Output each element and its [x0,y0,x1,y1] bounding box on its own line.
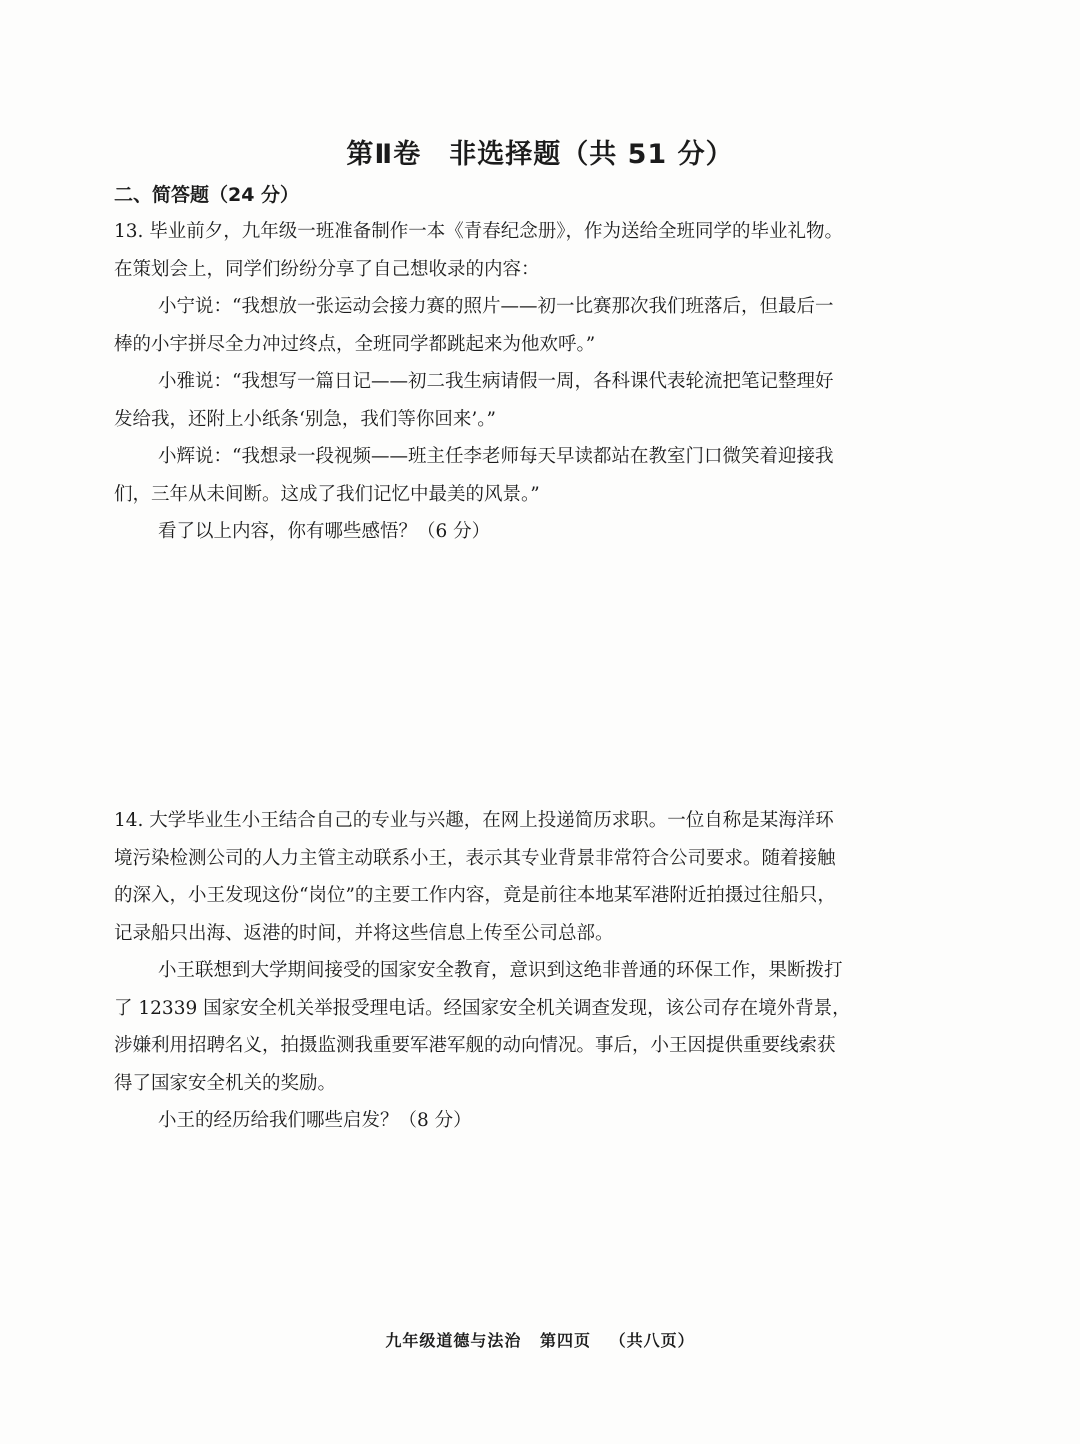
q14-para2-line: 了 12339 国家安全机关举报受理电话。经国家安全机关调查发现，该公司存在境外背景， [114,997,851,1019]
q13-question: 看了以上内容，你有哪些感悟？（6 分） [158,521,491,542]
page-footer [0,1328,1080,1351]
q13-quote-xiaohui-cont: 们，三年从未间断。这成了我们记忆中最美的风景。” [114,483,540,505]
section-heading: 二、简答题（24 分） [114,184,300,206]
q13-quote-xiaoya-cont: 发给我，还附上小纸条‘别急，我们等你回来’。” [114,408,496,430]
q14-para2-line: 得了国家安全机关的奖励。 [114,1072,337,1094]
q13-quote-xiaohui: 小辉说：“我想录一段视频——班主任李老师每天早读都站在教室门口微笑着迎接我 [158,446,834,467]
q13-line: 13. 毕业前夕，九年级一班准备制作一本《青春纪念册》，作为送给全班同学的毕业礼物。 [114,221,844,242]
q14-line: 记录船只出海、返港的时间，并将这些信息上传至公司总部。 [114,922,614,944]
page-title: 第Ⅱ卷 非选择题（共 51 分） [346,139,734,170]
footer-page-number: 第四页 [539,1331,591,1350]
q14-line: 境污染检测公司的人力主管主动联系小王，表示其专业背景非常符合公司要求。随着接触 [114,847,836,869]
q13-quote-xiaoning: 小宁说：“我想放一张运动会接力赛的照片——初一比赛那次我们班落后，但最后一 [158,296,834,317]
question-14 [114,802,920,1140]
q14-line: 14. 大学毕业生小王结合自己的专业与兴趣，在网上投递简历求职。一位自称是某海洋环 [114,810,834,831]
q14-para2-line: 涉嫌利用招聘名义，拍摄监测我重要军港军舰的动向情况。事后，小王因提供重要线索获 [114,1035,836,1056]
footer-total-pages: （共八页） [609,1331,695,1350]
question-13 [114,213,920,551]
q14-question: 小王的经历给我们哪些启发？（8 分） [158,1110,472,1131]
q14-para2-line: 小王联想到大学期间接受的国家安全教育，意识到这绝非普通的环保工作，果断拨打 [158,960,843,981]
q13-quote-xiaoya: 小雅说：“我想写一篇日记——初二我生病请假一周，各科课代表轮流把笔记整理好 [158,371,834,392]
q13-quote-xiaoning-cont: 棒的小宇拼尽全力冲过终点，全班同学都跳起来为他欢呼。” [114,333,596,355]
q13-line: 在策划会上，同学们纷纷分享了自己想收录的内容： [114,258,540,280]
q14-line: 的深入，小王发现这份“岗位”的主要工作内容，竟是前往本地某军港附近拍摄过往船只， [114,885,836,906]
footer-subject: 九年级道德与法治 [385,1331,522,1350]
